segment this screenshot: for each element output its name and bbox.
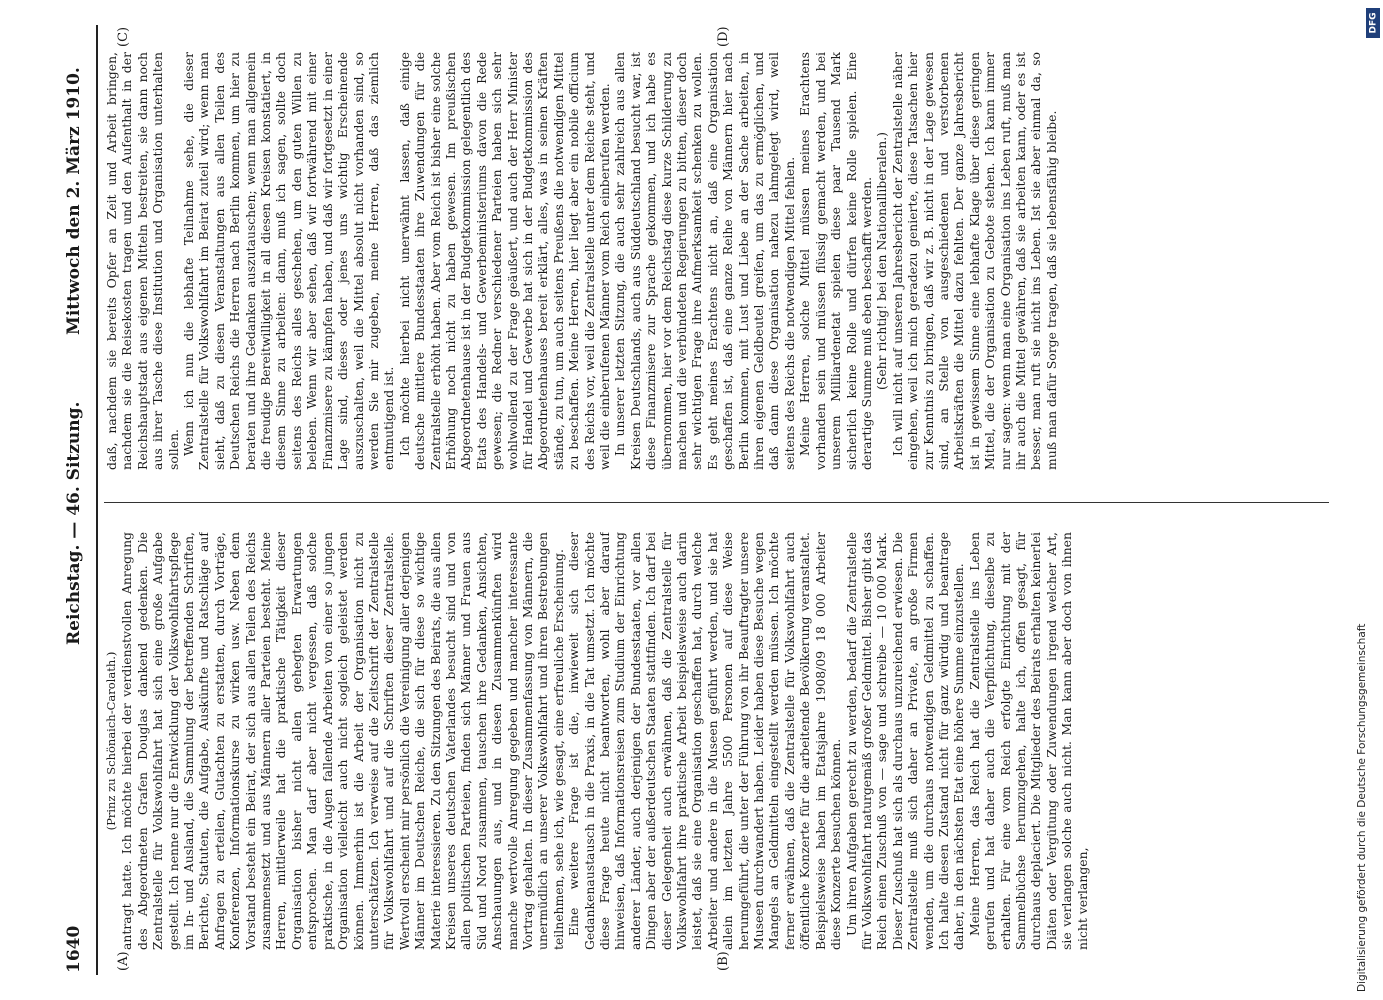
paragraph: Um ihren Aufgaben gerecht zu werden, bedarf die Zentralstelle für Volkswohlfahrt naturgemäß großer Geldmittel. Bisher gibt das Reich einen Zuschuß von — sage und schreibe — 10 000 Mark. Dieser Zuschuß hat sich als durchaus unzureichend erwiesen. Die Zentralstelle muß sich daher an Private, an große Firmen wenden, um die durchaus notwendigen Geldmittel zu schaffen. Ich halte diesen Zustand nicht für ganz würdig und beantrage daher, in den nächsten Etat eine höhere Summe einzustellen. [843,532,967,950]
digitization-credit: Digitalisierung gefördert durch die Deutsche Forschungsgemeinschaft [1356,623,1368,992]
rotated-page [56,25,1336,975]
right-column [104,52,1329,470]
header-date: Mittwoch den 2. März 1910. [64,67,84,335]
paragraph: Meine Herren, das Reich hat die Zentralstelle ins Leben gerufen und hat daher auch die Verpflichtung, dieselbe zu erhalten. Für eine vom Reich erfolgte Einrichtung mit der Sammelbüchse herumzugehen, halte ich, offen gesagt, für durchaus deplaciert. Die Mitglieder des Beirats erhalten keinerlei Diäten oder Vergütung oder Zuwendungen irgend welcher Art, sie verlangen solche auch nicht. Man kann aber doch von ihnen nicht verlangen, [966,532,1090,950]
page-number: 1640 [64,925,84,973]
paragraph: antragt hatte. Ich möchte hierbei der verdienstvollen Anregung des Abgeordneten Grafen Douglas dankend gedenken. Die Zentralstelle für Volkswohlfahrt hat sich eine große Aufgabe gestellt. Ich nenne nur die Entwicklung der Volkswohlfahrtspflege im In- und Ausland, die Sammlung der betreffenden Schriften, Berichte, Statuten, die Aufgabe, Auskünfte und Ratschläge auf Anfragen zu erteilen, Gutachten zu erstatten, durch Vorträge, Konferenzen, Informationskurse zu wirken usw. Neben dem Vorstand besteht ein Beirat, der sich aus allen Teilen des Reichs zusammensetzt und aus Männern aller Parteien besteht. Meine Herren, mittlerweile hat die praktische Tätigkeit dieser Organisation bisher nicht allen gehegten Erwartungen entsprochen. Man darf aber nicht vergessen, daß solche praktische, in die Augen fallende Arbeiten von einer so jungen Organisation vielleicht auch nicht sogleich geleistet werden können. Immerhin ist die Arbeit der Organisation nicht zu unterschätzen. Ich verweise auf die Zeitschrift der Zentralstelle für Volkswohlfahrt und auf die Schriften dieser Zentralstelle. Wertvoll erscheint mir persönlich die Vereinigung aller derjenigen Männer im Deutschen Reiche, die sich für diese so wichtige Materie interessieren. Zu den Sitzungen des Beirats, die aus allen Kreisen unseres deutschen Vaterlandes besucht sind und von allen politischen Parteien, finden sich Männer und Frauen aus Süd und Nord zusammen, tauschen ihre Gedanken, Ansichten, Anschauungen aus, und in diesen Zusammenkünften wird manche wertvolle Anregung gegeben und mancher interessante Vortrag gehalten. In dieser Zusammenfassung von Männern, die unermüdlich an unserer Volkswohlfahrt und ihren Bestrebungen teilnehmen, sehe ich, wie gesagt, eine erfreuliche Erscheinung. [119,532,566,950]
left-column [104,532,1329,950]
interjection: (Sehr richtig! bei den Nationalliberalen.) [874,132,890,390]
speaker-note: (Prinz zu Schönaich-Carolath.) [104,651,118,831]
margin-marker-b: (B) [716,951,731,971]
paragraph: daß, nachdem sie bereits Opfer an Zeit und Arbeit bringen, nachdem sie die Reisekosten tragen und den Aufenthalt in der Reichshauptstadt aus eigenen Mitteln bestreiten, sie dann noch aus ihrer Tasche diese Institution und Organisation unterhalten sollen. [104,52,181,470]
paragraph: Wenn ich nun die lebhafte Teilnahme sehe, die dieser Zentralstelle für Volkswohlfahrt im Beirat zuteil wird; wenn man sieht, daß zu diesen Veranstaltungen aus allen Teilen des Deutschen Reichs die Herren nach Berlin kommen, um hier zu beraten und ihre Gedanken auszutauschen; wenn man allgemein die freudige Bereitwilligkeit in all diesen Kreisen konstatiert, in diesem Sinne zu arbeiten: dann, muß ich sagen, sollte doch seitens des Reichs alles geschehen, um den guten Willen zu beleben. Wenn wir aber sehen, daß wir fortwährend mit einer Finanzmisere zu kämpfen haben, und daß wir fortgesetzt in einer Lage sind, dieses oder jenes uns wichtig Erscheinende auszuschalten, weil die Mittel absolut nicht vorhanden sind, so werden Sie mir zugeben, meine Herren, daß das ziemlich entmutigend ist. [181,52,397,470]
paragraph: Eine weitere Frage ist die, inwieweit sich dieser Gedankenaustausch in die Praxis, in die Tat umsetzt. Ich möchte diese Frage heute nicht beantworten, wohl aber darauf hinweisen, daß Informationsreisen zum Studium der Einrichtung anderer Länder, auch derjenigen der Bundesstaaten, vor allen Dingen aber der außerdeutschen Staaten stattfinden. Ich darf bei dieser Gelegenheit auch erwähnen, daß die Zentralstelle für Volkswohlfahrt ihre praktische Arbeit beispielsweise auch darin leistet, daß sie eine Organisation geschaffen hat, durch welche Arbeiter und andere in die Museen geführt werden, und sie hat allein im letzten Jahre 5500 Personen auf diese Weise herumgeführt, die unter der Führung von ihr Beauftragter unsere Museen durchwandert haben. Leider haben diese Besuche wegen Mangels an Geldmitteln eingestellt werden müssen. Ich möchte ferner erwähnen, daß die Zentralstelle für Volkswohlfahrt auch öffentliche Konzerte für die arbeitende Bevölkerung veranstaltet. Beispielsweise haben im Etatsjahre 1908/09 18 000 Arbeiter diese Konzerte besuchen können. [566,532,844,950]
column-divider [104,502,1329,503]
paragraph: Ich will nicht auf unseren Jahresbericht der Zentralstelle näher eingehen, weil ich mich geradezu genierte, diese Tatsachen hier zur Kenntnis zu bringen, daß wir z. B. nicht in der Lage gewesen sind, an Stelle von ausgeschiedenen und verstorbenen Arbeitskräften die Mittel dazu fehlten. Der ganze Jahresbericht ist in gewissem Sinne eine lebhafte Klage über diese geringen Mittel, die der Organisation zu Gebote stehen. Ich kann immer nur sagen: wenn man eine Organisation ins Leben ruft, muß man ihr auch die Mittel gewähren, daß sie arbeiten kann, oder es ist besser, man ruft sie nicht ins Leben. Ist sie aber einmal da, so muß man dafür Sorge tragen, daß sie lebensfähig bleibe. [889,52,1059,470]
paragraph: Meine Herren, solche Mittel müssen meines Erachtens vorhanden sein und müssen flüssig gemacht werden, und bei unserem Milliardenetat spielen diese paar Tausend Mark sicherlich keine Rolle und dürfen keine Rolle spielen. Eine derartige Summe muß eben beschafft werden. [797,52,874,470]
page-header [56,25,98,975]
dfg-logo-text: DFG [1368,12,1379,34]
paragraph: Ich möchte hierbei nicht unerwähnt lassen, daß einige deutsche mittlere Bundesstaaten ihre Zuwendungen für die Zentralstelle erhöht haben. Aber vom Reich ist bisher eine solche Erhöhung noch nicht zu haben gewesen. Im preußischen Abgeordnetenhause ist in der Budgetkommission gelegentlich des Etats des Handels- und Gewerbeministeriums davon die Rede gewesen; die Redner verschiedener Parteien haben sich sehr wohlwollend zu der Frage geäußert, und auch der Herr Minister für Handel und Gewerbe hat sich in der Budgetkommission des Abgeordnetenhauses bereit erklärt, alles, was in seinen Kräften stände, zu tun, um auch seitens Preußens die notwendigen Mittel zu beschaffen. Meine Herren, hier liegt aber ein nobile officium des Reichs vor, weil die Zentralstelle unter dem Reiche steht, und weil die einberufenen Männer vom Reich einberufen werden. [396,52,612,470]
paragraph: In unserer letzten Sitzung, die auch sehr zahlreich aus allen Kreisen Deutschlands, auch aus Süddeutschland besucht war, ist diese Finanzmisere zur Sprache gekommen, und ich habe es übernommen, hier vor dem Reichstag diese kurze Schilderung zu machen und die verbündeten Regierungen zu bitten, dieser doch sehr wichtigen Frage ihre Aufmerksamkeit schenken zu wollen. Es geht meines Erachtens nicht an, daß eine Organisation geschaffen ist, daß eine ganze Reihe von Männern hier nach Berlin kommen, mit Lust und Liebe an der Sache arbeiten, in ihren eigenen Geldbeutel greifen, um das zu ermöglichen, und daß dann diese Organisation nahezu lahmgelegt wird, weil seitens des Reichs die notwendigen Mittel fehlen. [612,52,797,470]
margin-marker-d: (D) [716,26,731,47]
margin-marker-c: (C) [116,26,131,47]
margin-marker-a: (A) [116,951,131,971]
header-title: Reichstag. — 46. Sitzung. [64,401,84,645]
